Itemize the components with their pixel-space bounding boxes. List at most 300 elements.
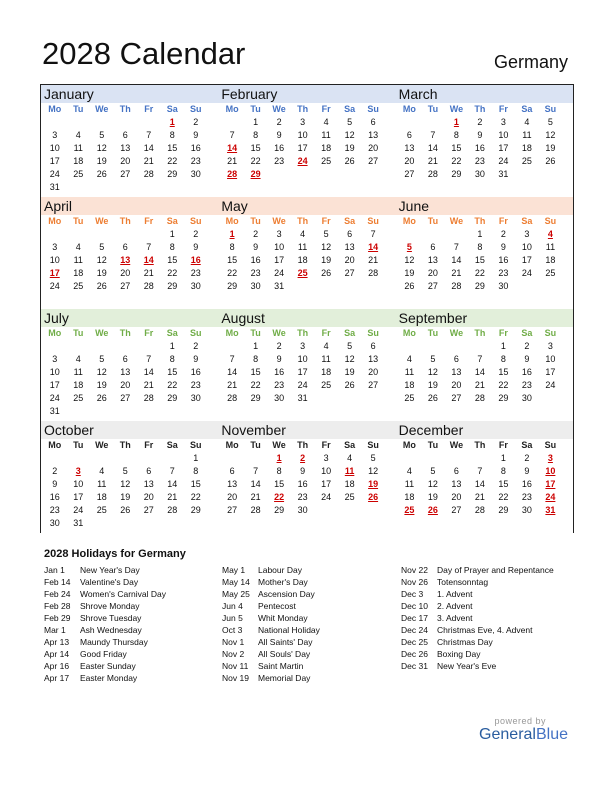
month-february	[218, 85, 395, 197]
weekday-label: Mo	[225, 440, 239, 450]
day-cell: 5	[347, 341, 353, 351]
empty-cell	[90, 116, 114, 129]
empty-cell	[421, 116, 445, 129]
day-cell: 6	[122, 242, 128, 252]
month-name: May	[218, 197, 395, 215]
day-cell: 8	[169, 130, 175, 140]
empty-cell	[220, 340, 244, 353]
day-cell: 20	[120, 268, 131, 278]
day-cell: 28	[143, 281, 154, 291]
weekday-label: Fr	[321, 328, 331, 338]
day-cell: 7	[229, 130, 235, 140]
holiday-date: Jun 5	[222, 613, 243, 623]
month-name: April	[41, 197, 218, 215]
holiday-item	[44, 612, 222, 624]
day-cell: 16	[274, 367, 285, 377]
day-cell: 17	[49, 156, 60, 166]
day-cell: 24	[321, 492, 332, 502]
holiday-date: Jun 4	[222, 601, 243, 611]
month-name: November	[218, 421, 395, 439]
day-cell: 6	[347, 229, 353, 239]
day-cell: 3	[52, 242, 58, 252]
weekday-label: Tu	[73, 440, 84, 450]
weekday-label: We	[272, 328, 286, 338]
empty-cell	[161, 452, 185, 465]
day-cell: 4	[99, 466, 105, 476]
day-cell: 21	[143, 268, 154, 278]
weekday-label: Mo	[48, 440, 62, 450]
holiday-item	[401, 576, 579, 588]
holiday-day-cell: 28	[227, 169, 238, 179]
holiday-item	[222, 636, 400, 648]
holiday-item	[401, 636, 579, 648]
weekday-label: Su	[544, 104, 557, 114]
empty-cell	[137, 452, 161, 465]
day-cell: 18	[321, 143, 332, 153]
day-cell: 12	[344, 130, 355, 140]
day-cell: 17	[321, 479, 332, 489]
day-cell: 24	[49, 393, 60, 403]
day-cell: 15	[250, 143, 261, 153]
day-cell: 18	[297, 255, 308, 265]
weekday-label: Sa	[521, 440, 533, 450]
weekday-label: Fr	[498, 440, 508, 450]
day-cell: 19	[545, 143, 556, 153]
holiday-day-cell: 17	[545, 479, 556, 489]
weekday-label: Mo	[225, 216, 239, 226]
holiday-day-cell: 24	[297, 156, 308, 166]
empty-cell	[445, 228, 469, 241]
weekday-label: Mo	[402, 104, 416, 114]
day-cell: 4	[323, 341, 329, 351]
weekday-label: Mo	[225, 104, 239, 114]
holiday-name: Boxing Day	[437, 649, 481, 659]
holiday-item	[222, 672, 400, 684]
day-cell: 21	[227, 380, 238, 390]
holiday-item	[401, 588, 579, 600]
day-cell: 15	[498, 367, 509, 377]
day-cell: 20	[451, 380, 462, 390]
holiday-item	[44, 672, 222, 684]
day-cell: 13	[368, 354, 379, 364]
day-cell: 3	[500, 117, 506, 127]
holiday-item	[401, 612, 579, 624]
holiday-name: Pentecost	[258, 601, 296, 611]
weekday-label: Fr	[144, 104, 154, 114]
day-cell: 7	[229, 354, 235, 364]
weekday-label: Sa	[521, 328, 533, 338]
day-cell: 26	[96, 393, 107, 403]
holiday-day-cell: 13	[120, 255, 131, 265]
holiday-name: New Year's Eve	[437, 661, 497, 671]
day-cell: 17	[274, 255, 285, 265]
holiday-name: Memorial Day	[258, 673, 311, 683]
holiday-name: Saint Martin	[258, 661, 304, 671]
country-label: Germany	[493, 52, 568, 72]
weekday-label: Th	[119, 440, 131, 450]
weekday-label: Mo	[48, 328, 62, 338]
holiday-name: Ash Wednesday	[80, 625, 142, 635]
day-cell: 20	[143, 492, 154, 502]
day-cell: 10	[545, 354, 556, 364]
month-row	[40, 197, 574, 309]
day-cell: 19	[404, 268, 415, 278]
empty-cell	[114, 116, 138, 129]
day-cell: 16	[474, 143, 485, 153]
day-cell: 30	[49, 518, 60, 528]
holiday-date: Feb 28	[44, 601, 71, 611]
empty-cell	[67, 452, 91, 465]
day-cell: 12	[96, 143, 107, 153]
day-cell: 24	[274, 268, 285, 278]
day-cell: 7	[370, 229, 376, 239]
holiday-item	[44, 600, 222, 612]
empty-cell	[114, 228, 138, 241]
day-cell: 12	[96, 367, 107, 377]
weekday-label: Th	[297, 440, 309, 450]
empty-cell	[398, 116, 422, 129]
holiday-name: Totensonntag	[437, 577, 489, 587]
weekday-label: Th	[119, 216, 131, 226]
day-cell: 19	[344, 143, 355, 153]
day-cell: 13	[143, 479, 154, 489]
day-cell: 13	[120, 367, 131, 377]
day-cell: 22	[474, 268, 485, 278]
holiday-day-cell: 11	[344, 466, 355, 476]
brand-part-b: Blue	[535, 726, 568, 743]
day-cell: 29	[451, 169, 462, 179]
day-cell: 9	[300, 466, 306, 476]
day-cell: 26	[120, 505, 131, 515]
holiday-date: Nov 26	[401, 577, 428, 587]
weekday-label: We	[272, 216, 286, 226]
day-cell: 25	[73, 281, 84, 291]
day-cell: 20	[404, 156, 415, 166]
day-cell: 6	[122, 130, 128, 140]
day-cell: 16	[250, 255, 261, 265]
day-cell: 11	[73, 143, 83, 153]
day-cell: 19	[427, 492, 438, 502]
holiday-item	[222, 588, 400, 600]
day-grid	[41, 215, 218, 293]
day-cell: 18	[73, 268, 84, 278]
weekday-label: We	[449, 216, 464, 226]
day-cell: 16	[521, 367, 532, 377]
weekday-label: Fr	[144, 440, 154, 450]
day-cell: 15	[167, 367, 178, 377]
day-cell: 12	[321, 242, 332, 252]
day-cell: 7	[477, 466, 483, 476]
empty-cell	[43, 452, 67, 465]
holiday-day-cell: 29	[250, 169, 261, 179]
empty-cell	[137, 228, 161, 241]
weekday-label: Mo	[402, 440, 416, 450]
day-cell: 18	[96, 492, 107, 502]
day-cell: 10	[49, 143, 60, 153]
day-cell: 7	[146, 130, 152, 140]
empty-cell	[468, 340, 492, 353]
day-cell: 29	[250, 393, 261, 403]
day-cell: 6	[430, 242, 436, 252]
holiday-date: Nov 19	[222, 673, 249, 683]
empty-cell	[137, 116, 161, 129]
day-cell: 30	[474, 169, 485, 179]
empty-cell	[67, 116, 91, 129]
weekday-label: Fr	[321, 216, 331, 226]
weekday-label: Tu	[250, 104, 261, 114]
day-cell: 15	[451, 143, 462, 153]
weekday-label: We	[95, 216, 109, 226]
weekday-label: Th	[474, 216, 486, 226]
holiday-item	[222, 564, 400, 576]
day-cell: 1	[169, 229, 175, 239]
day-cell: 17	[73, 492, 84, 502]
day-cell: 10	[73, 479, 84, 489]
day-cell: 6	[370, 341, 376, 351]
day-cell: 11	[321, 130, 331, 140]
day-cell: 17	[521, 255, 532, 265]
day-cell: 16	[49, 492, 60, 502]
day-cell: 30	[190, 393, 201, 403]
day-cell: 15	[474, 255, 485, 265]
day-cell: 14	[474, 367, 485, 377]
empty-cell	[398, 452, 422, 465]
day-cell: 4	[75, 354, 81, 364]
weekday-label: Su	[367, 104, 379, 114]
day-cell: 19	[96, 380, 107, 390]
day-cell: 9	[52, 479, 58, 489]
weekday-label: Tu	[73, 104, 84, 114]
holiday-day-cell: 24	[545, 492, 556, 502]
day-cell: 25	[404, 393, 415, 403]
day-cell: 11	[404, 479, 415, 489]
day-cell: 7	[146, 354, 152, 364]
day-cell: 22	[498, 492, 509, 502]
day-cell: 17	[297, 367, 308, 377]
day-cell: 13	[427, 255, 438, 265]
weekday-label: Sa	[521, 216, 533, 226]
day-cell: 27	[120, 393, 131, 403]
holiday-item	[401, 648, 579, 660]
holiday-name: Christmas Eve, 4. Advent	[437, 625, 533, 635]
holiday-column	[222, 564, 400, 684]
day-cell: 19	[427, 380, 438, 390]
day-cell: 20	[120, 156, 131, 166]
day-cell: 16	[498, 255, 509, 265]
weekday-label: We	[449, 328, 464, 338]
empty-cell	[468, 452, 492, 465]
holiday-date: Dec 24	[401, 625, 428, 635]
weekday-label: Th	[119, 328, 131, 338]
brand-logo[interactable]	[479, 726, 568, 744]
day-cell: 5	[547, 117, 553, 127]
day-cell: 17	[297, 143, 308, 153]
day-cell: 24	[49, 281, 60, 291]
day-cell: 5	[323, 229, 329, 239]
footer	[479, 716, 568, 744]
day-cell: 28	[227, 393, 238, 403]
empty-cell	[90, 452, 114, 465]
day-cell: 10	[49, 367, 60, 377]
day-cell: 3	[547, 341, 553, 351]
day-cell: 20	[227, 492, 238, 502]
day-cell: 2	[193, 117, 199, 127]
holiday-day-cell: 3	[75, 466, 81, 476]
day-cell: 3	[52, 130, 58, 140]
day-cell: 23	[474, 156, 485, 166]
day-cell: 28	[143, 169, 154, 179]
day-cell: 11	[97, 479, 107, 489]
day-cell: 25	[344, 492, 355, 502]
day-cell: 19	[344, 367, 355, 377]
month-name: December	[396, 421, 573, 439]
holiday-day-cell: 1	[229, 229, 235, 239]
holiday-date: Dec 3	[401, 589, 424, 599]
day-cell: 13	[451, 479, 462, 489]
day-grid	[218, 327, 395, 405]
holiday-name: Ascension Day	[258, 589, 315, 599]
day-cell: 4	[347, 453, 353, 463]
holiday-date: Apr 16	[44, 661, 70, 671]
day-cell: 8	[253, 130, 259, 140]
holiday-date: May 1	[222, 565, 246, 575]
day-cell: 27	[451, 505, 462, 515]
day-cell: 31	[498, 169, 509, 179]
empty-cell	[244, 452, 268, 465]
holiday-day-cell: 14	[227, 143, 238, 153]
day-cell: 19	[96, 156, 107, 166]
weekday-label: Mo	[48, 216, 62, 226]
weekday-label: We	[95, 328, 109, 338]
weekday-label: Sa	[521, 104, 533, 114]
day-cell: 18	[521, 143, 532, 153]
holiday-day-cell: 1	[276, 453, 282, 463]
holiday-item	[44, 624, 222, 636]
day-cell: 2	[500, 229, 506, 239]
weekday-label: Fr	[321, 104, 331, 114]
day-cell: 22	[451, 156, 462, 166]
day-cell: 25	[321, 380, 332, 390]
day-cell: 3	[323, 453, 329, 463]
day-cell: 8	[453, 130, 459, 140]
day-cell: 6	[229, 466, 235, 476]
day-cell: 5	[99, 242, 105, 252]
day-cell: 8	[276, 466, 282, 476]
holiday-day-cell: 14	[368, 242, 379, 252]
day-cell: 22	[190, 492, 201, 502]
day-cell: 4	[75, 130, 81, 140]
holiday-date: Feb 24	[44, 589, 71, 599]
day-cell: 3	[300, 117, 306, 127]
day-cell: 24	[521, 268, 532, 278]
holiday-item	[222, 624, 400, 636]
holiday-name: 1. Advent	[437, 589, 473, 599]
weekday-label: Su	[367, 328, 379, 338]
day-cell: 15	[274, 479, 285, 489]
day-cell: 3	[276, 229, 282, 239]
weekday-label: Mo	[402, 216, 416, 226]
day-cell: 27	[227, 505, 238, 515]
day-cell: 27	[368, 380, 379, 390]
holiday-date: May 14	[222, 577, 250, 587]
holiday-name: Valentine's Day	[80, 577, 139, 587]
month-january	[41, 85, 218, 197]
holiday-item	[44, 576, 222, 588]
holiday-day-cell: 31	[545, 505, 556, 515]
weekday-label: Su	[544, 440, 557, 450]
weekday-label: Su	[189, 216, 202, 226]
day-cell: 15	[498, 479, 509, 489]
weekday-label: Fr	[498, 216, 508, 226]
day-cell: 21	[474, 492, 485, 502]
day-cell: 31	[274, 281, 285, 291]
holiday-item	[44, 564, 222, 576]
day-cell: 4	[524, 117, 530, 127]
day-cell: 6	[453, 354, 459, 364]
day-cell: 24	[297, 380, 308, 390]
day-cell: 26	[96, 281, 107, 291]
holiday-name: New Year's Day	[80, 565, 140, 575]
day-cell: 30	[190, 281, 201, 291]
day-cell: 23	[521, 380, 532, 390]
day-cell: 8	[169, 354, 175, 364]
day-cell: 11	[522, 130, 532, 140]
day-cell: 9	[276, 354, 282, 364]
day-cell: 7	[146, 242, 152, 252]
day-cell: 29	[498, 505, 509, 515]
holiday-name: 3. Advent	[437, 613, 473, 623]
holiday-date: Mar 1	[44, 625, 66, 635]
holiday-name: Good Friday	[80, 649, 127, 659]
day-grid	[41, 103, 218, 194]
day-cell: 12	[120, 479, 131, 489]
day-cell: 8	[477, 242, 483, 252]
day-cell: 7	[477, 354, 483, 364]
month-name: March	[396, 85, 573, 103]
day-cell: 17	[49, 380, 60, 390]
holiday-date: Feb 14	[44, 577, 71, 587]
weekday-label: Tu	[73, 216, 84, 226]
day-cell: 22	[250, 156, 261, 166]
day-cell: 27	[344, 268, 355, 278]
day-cell: 30	[521, 505, 532, 515]
day-grid	[41, 439, 218, 530]
day-cell: 9	[524, 466, 530, 476]
day-cell: 23	[250, 268, 261, 278]
day-cell: 6	[453, 466, 459, 476]
holiday-item	[222, 600, 400, 612]
day-cell: 30	[250, 281, 261, 291]
holiday-name: Shrove Tuesday	[80, 613, 142, 623]
empty-cell	[43, 340, 67, 353]
day-cell: 13	[344, 242, 355, 252]
day-cell: 7	[453, 242, 459, 252]
holiday-column	[401, 564, 579, 672]
holiday-date: Jan 1	[44, 565, 65, 575]
day-grid	[396, 103, 573, 181]
month-name: September	[396, 309, 573, 327]
month-september	[396, 309, 573, 421]
weekday-label: Tu	[427, 328, 439, 338]
day-cell: 26	[96, 169, 107, 179]
holidays-title: 2028 Holidays for Germany	[44, 548, 186, 560]
day-cell: 5	[99, 130, 105, 140]
day-cell: 15	[227, 255, 238, 265]
weekday-label: Th	[119, 104, 131, 114]
day-cell: 15	[190, 479, 201, 489]
day-cell: 28	[474, 505, 485, 515]
empty-cell	[90, 228, 114, 241]
